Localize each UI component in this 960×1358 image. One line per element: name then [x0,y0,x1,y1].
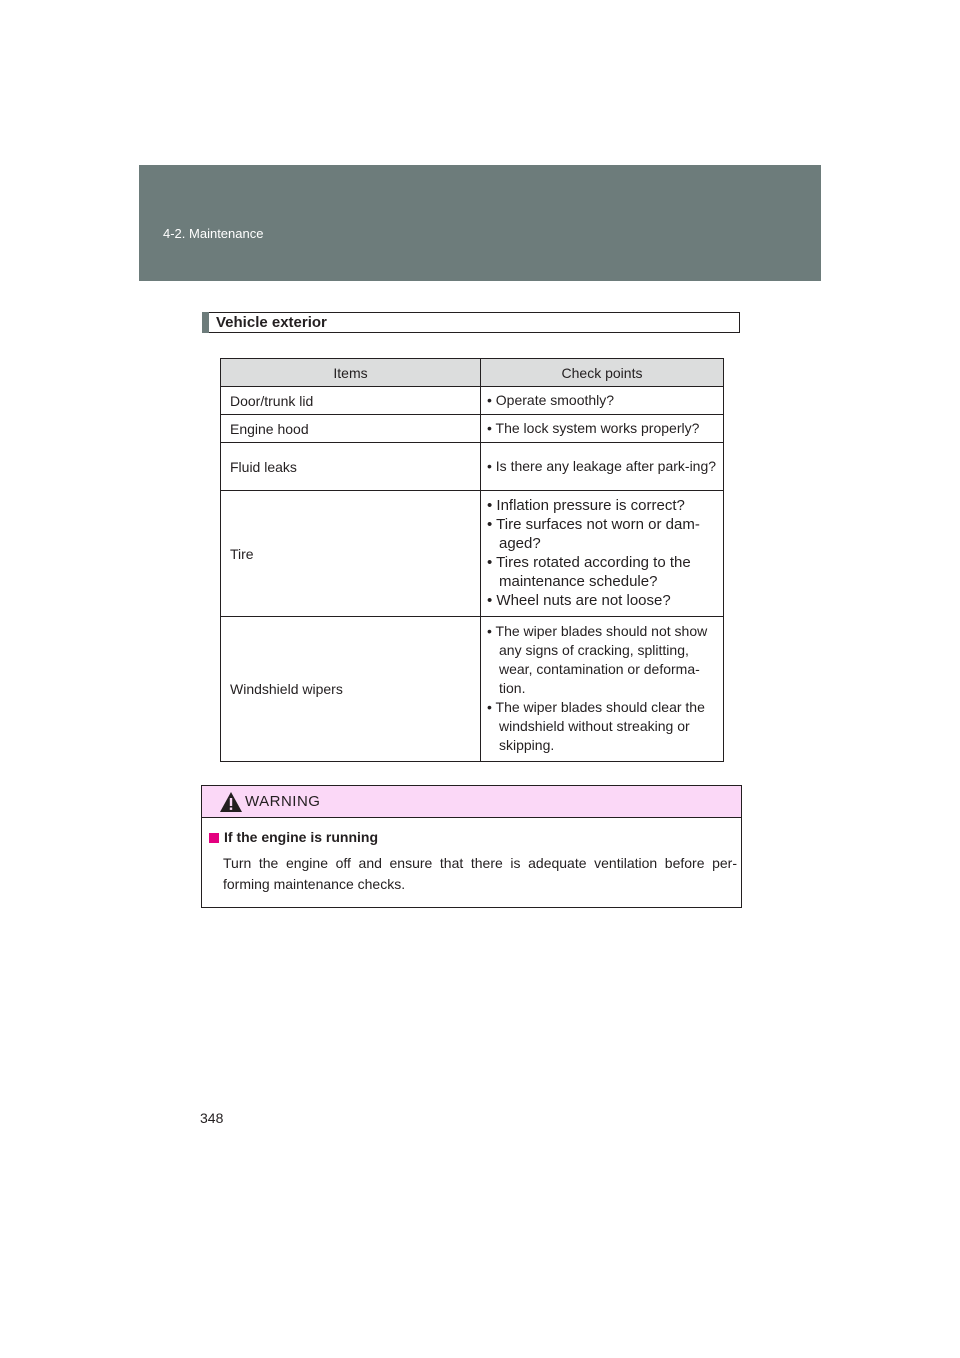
row-item: Windshield wipers [221,617,481,762]
warning-subtitle: If the engine is running [224,829,378,845]
section-title-box [202,312,740,333]
page-number: 348 [200,1110,224,1126]
warning-body: Turn the engine off and ensure that there is adequate ventilation before per-forming maintenance checks. [223,855,737,892]
check-point: • Operate smoothly? [487,391,615,408]
header-items: Items [221,359,481,387]
row-item: Fluid leaks [221,443,481,491]
section-label: 4-2. Maintenance [163,226,264,241]
row-item: Engine hood [221,415,481,443]
check-point: • Wheel nuts are not loose? [487,592,671,609]
warning-subtitle-row [209,829,378,845]
check-point: • Is there any leakage after park-ing? [487,457,717,474]
table-row [221,443,724,491]
header-check-points: Check points [481,359,724,387]
table-row [221,491,724,617]
section-title: Vehicle exterior [216,314,327,331]
row-points [481,415,724,443]
header-band [139,165,821,281]
check-point: • Tire surfaces not worn or dam-aged? [487,516,700,552]
warning-header [202,786,741,818]
check-point: • Tires rotated according to the maintenance schedule? [487,554,691,590]
table-row [221,415,724,443]
row-points [481,617,724,762]
table-row [221,617,724,762]
row-points [481,491,724,617]
check-point: • The wiper blades should clear the windshield without streaking or skipping. [487,699,705,753]
section-title-bar [202,312,209,333]
check-table [220,358,724,762]
check-point: • The wiper blades should not show any signs of cracking, splitting, wear, contamination or deforma-tion. [487,623,708,696]
warning-triangle-icon [219,791,243,813]
row-points [481,443,724,491]
check-point: • Inflation pressure is correct? [487,497,685,514]
table-header-row [221,359,724,387]
row-item: Tire [221,491,481,617]
warning-box [201,785,742,908]
square-bullet-icon [209,833,219,843]
table-row [221,387,724,415]
warning-label: WARNING [245,793,321,810]
check-point: • The lock system works properly? [487,419,700,436]
row-item: Door/trunk lid [221,387,481,415]
row-points [481,387,724,415]
